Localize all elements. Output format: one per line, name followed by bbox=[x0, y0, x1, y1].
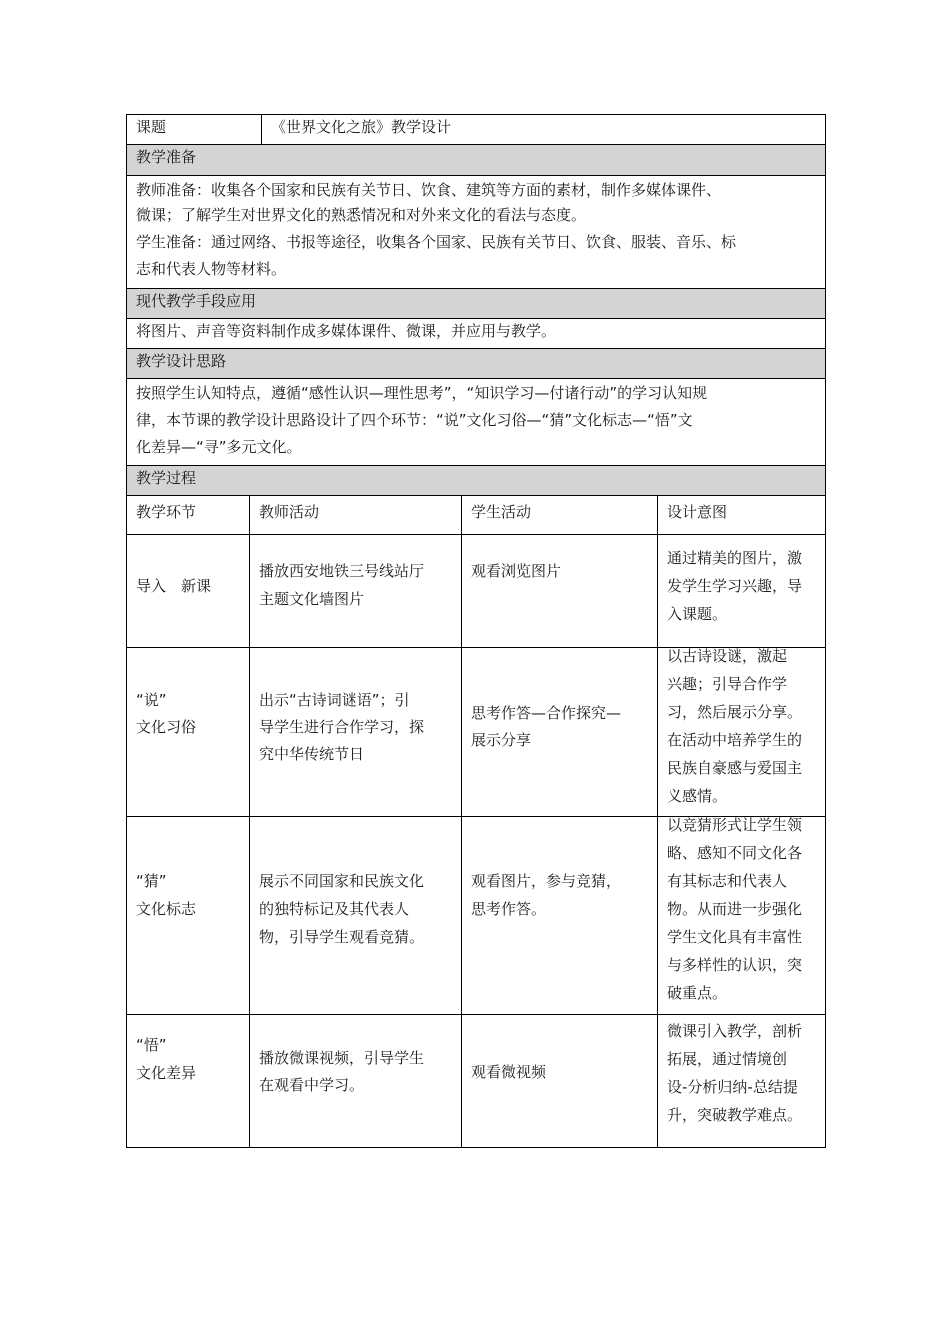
intent-line: 义感情。 bbox=[667, 787, 728, 805]
teacher-line: 究中华传统节日 bbox=[259, 745, 365, 763]
design-content-row bbox=[126, 379, 826, 466]
process-heading: 教学过程 bbox=[136, 469, 197, 487]
stage-line: “悟” bbox=[136, 1036, 167, 1054]
intent-line: 有其标志和代表人 bbox=[667, 872, 788, 890]
student-line: 观看微视频 bbox=[471, 1063, 547, 1081]
teacher-line: 在观看中学习。 bbox=[259, 1076, 365, 1094]
stage-line: 文化标志 bbox=[136, 900, 197, 918]
design-line-1: 按照学生认知特点，遵循“感性认识—理性思考”，“知识学习—付诸行动”的学习认知规 bbox=[136, 384, 708, 402]
topic-value: 《世界文化之旅》教学设计 bbox=[271, 118, 452, 136]
table-row bbox=[126, 817, 826, 1015]
teacher-line: 导学生进行合作学习，探 bbox=[259, 718, 425, 736]
intent-line: 习，然后展示分享。 bbox=[667, 703, 803, 721]
prep-heading: 教学准备 bbox=[136, 148, 197, 166]
teacher-line: 主题文化墙图片 bbox=[259, 590, 365, 608]
intent-line: 以竞猜形式让学生领 bbox=[667, 816, 803, 834]
student-line: 思考作答—合作探究— bbox=[471, 704, 622, 722]
intent-line: 以古诗设谜，激起 bbox=[667, 647, 788, 665]
process-heading-row bbox=[126, 466, 826, 496]
stage-line: “猜” bbox=[136, 872, 167, 890]
process-header-row bbox=[126, 496, 826, 535]
modern-content-row bbox=[126, 319, 826, 349]
intent-line: 与多样性的认识，突 bbox=[667, 956, 803, 974]
intent-line: 物。从而进一步强化 bbox=[667, 900, 803, 918]
intent-line: 拓展，通过情境创 bbox=[667, 1050, 788, 1068]
table-row bbox=[126, 648, 826, 817]
teacher-line: 播放西安地铁三号线站厅 bbox=[259, 562, 425, 580]
intent-line: 微课引入教学，剖析 bbox=[667, 1022, 803, 1040]
stage-line: 导入 新课 bbox=[136, 577, 212, 595]
prep-heading-row bbox=[126, 145, 826, 176]
table-row bbox=[126, 1015, 826, 1148]
stage-line: “说” bbox=[136, 691, 167, 709]
teacher-line: 的独特标记及其代表人 bbox=[259, 900, 410, 918]
col-teacher: 教师活动 bbox=[259, 503, 320, 521]
intent-line: 发学生学习兴趣，导 bbox=[667, 577, 803, 595]
design-heading: 教学设计思路 bbox=[136, 352, 227, 370]
teacher-line: 物，引导学生观看竞猜。 bbox=[259, 928, 425, 946]
design-heading-row bbox=[126, 349, 826, 379]
prep-content-row bbox=[126, 176, 826, 289]
teacher-prep-line-2: 微课；了解学生对世界文化的熟悉情况和对外来文化的看法与态度。 bbox=[136, 206, 587, 224]
teacher-line: 出示“古诗词谜语”；引 bbox=[259, 691, 410, 709]
intent-line: 通过精美的图片，激 bbox=[667, 549, 803, 567]
lesson-plan-table bbox=[126, 114, 826, 1148]
col-intent: 设计意图 bbox=[667, 503, 728, 521]
intent-line: 学生文化具有丰富性 bbox=[667, 928, 803, 946]
modern-text: 将图片、声音等资料制作成多媒体课件、微课，并应用与教学。 bbox=[136, 322, 557, 340]
student-line: 观看浏览图片 bbox=[471, 562, 562, 580]
intent-line: 入课题。 bbox=[667, 605, 728, 623]
stage-line: 文化习俗 bbox=[136, 718, 197, 736]
student-line: 思考作答。 bbox=[471, 900, 547, 918]
col-stage: 教学环节 bbox=[136, 503, 197, 521]
topic-label: 课题 bbox=[136, 118, 167, 136]
intent-line: 在活动中培养学生的 bbox=[667, 731, 803, 749]
student-prep-line-2: 志和代表人物等材料。 bbox=[136, 260, 287, 278]
modern-heading-row bbox=[126, 289, 826, 319]
col-student: 学生活动 bbox=[471, 503, 532, 521]
student-line: 观看图片，参与竞猜， bbox=[471, 872, 622, 890]
topic-row bbox=[126, 114, 826, 145]
design-line-2: 律，本节课的教学设计思路设计了四个环节：“说”文化习俗—“猜”文化标志—“悟”文 bbox=[136, 411, 693, 429]
modern-heading: 现代教学手段应用 bbox=[136, 292, 257, 310]
intent-line: 略、感知不同文化各 bbox=[667, 844, 803, 862]
stage-line: 文化差异 bbox=[136, 1064, 197, 1082]
teacher-line: 播放微课视频，引导学生 bbox=[259, 1049, 425, 1067]
intent-line: 民族自豪感与爱国主 bbox=[667, 759, 803, 777]
student-prep-line-1: 学生准备：通过网络、书报等途径，收集各个国家、民族有关节日、饮食、服装、音乐、标 bbox=[136, 233, 737, 251]
intent-line: 升，突破教学难点。 bbox=[667, 1106, 803, 1124]
intent-line: 破重点。 bbox=[667, 984, 728, 1002]
design-line-3: 化差异—“寻”多元文化。 bbox=[136, 438, 302, 456]
student-line: 展示分享 bbox=[471, 731, 532, 749]
table-row bbox=[126, 535, 826, 648]
teacher-line: 展示不同国家和民族文化 bbox=[259, 872, 425, 890]
intent-line: 兴趣；引导合作学 bbox=[667, 675, 788, 693]
teacher-prep-line-1: 教师准备：收集各个国家和民族有关节日、饮食、建筑等方面的素材，制作多媒体课件、 bbox=[136, 181, 722, 199]
intent-line: 设-分析归纳-总结提 bbox=[667, 1078, 798, 1096]
